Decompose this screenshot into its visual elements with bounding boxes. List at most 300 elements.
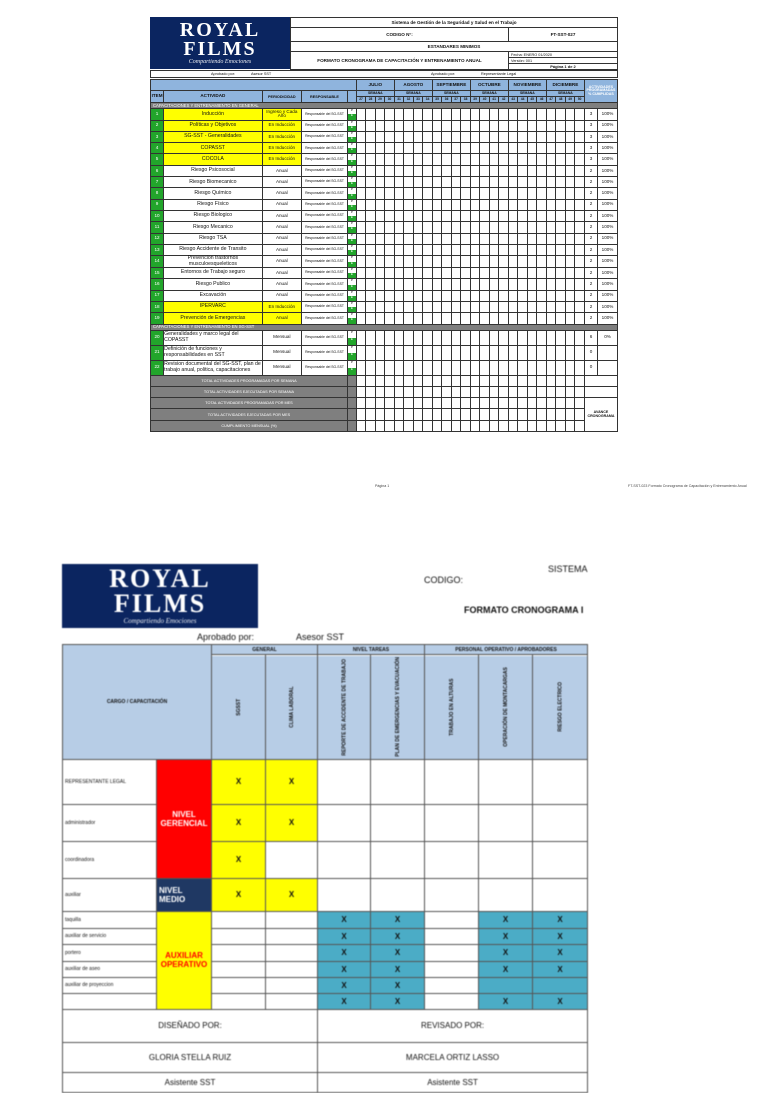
week-num: 40 (480, 97, 490, 103)
col-head-cargo: CARGO / CAPACITACIÓN (63, 645, 212, 760)
week-cell (461, 330, 471, 345)
activity-responsible: Responsable del SG-SST (302, 199, 348, 210)
week-cell (451, 143, 461, 154)
week-cell (575, 345, 585, 360)
week-cell (518, 290, 528, 301)
total-cell (556, 420, 566, 431)
activity-percent: 0% (598, 330, 618, 345)
code-label: CODIGO N°: (291, 28, 509, 42)
total-row (151, 386, 618, 397)
week-cell (556, 188, 566, 199)
week-cell (499, 131, 509, 142)
week-cell (413, 290, 423, 301)
week-cell (366, 330, 376, 345)
total-cell (451, 409, 461, 420)
activity-row (151, 290, 618, 301)
week-cell (385, 199, 395, 210)
week-num: 46 (537, 97, 547, 103)
week-cell (575, 177, 585, 188)
week-cell (489, 244, 499, 255)
week-cell (565, 131, 575, 142)
p-e-marker: P E (347, 313, 356, 324)
week-cell (404, 279, 414, 290)
training-mark: X (479, 961, 533, 977)
week-cell (508, 268, 518, 279)
week-cell (385, 109, 395, 120)
item-number: 17 (151, 290, 164, 301)
week-cell (565, 143, 575, 154)
activity-name: Riesgo Físico (164, 199, 263, 210)
week-cell (565, 301, 575, 312)
total-cell (375, 420, 385, 431)
week-cell (385, 120, 395, 131)
total-cell (432, 409, 442, 420)
week-cell (556, 268, 566, 279)
week-num: 33 (413, 97, 423, 103)
week-cell (413, 279, 423, 290)
week-cell (489, 360, 499, 375)
role-name (63, 993, 157, 1009)
total-cell (356, 420, 366, 431)
week-cell (508, 131, 518, 142)
week-cell (451, 199, 461, 210)
total-cell (413, 420, 423, 431)
week-cell (480, 301, 490, 312)
week-cell (451, 345, 461, 360)
week-cell (404, 313, 414, 324)
week-cell (423, 109, 433, 120)
total-row (151, 420, 618, 431)
section-sgsst: CAPACITACIONES Y ENTRENAMIENTO EN SG-SST (151, 324, 618, 330)
week-cell (366, 154, 376, 165)
week-cell (442, 268, 452, 279)
training-mark: X (479, 993, 533, 1009)
training-empty (533, 804, 588, 841)
blank-head (151, 80, 357, 91)
week-cell (394, 177, 404, 188)
week-cell (575, 233, 585, 244)
week-cell (356, 188, 366, 199)
training-empty (533, 841, 588, 878)
training-empty (266, 928, 318, 944)
week-cell (508, 233, 518, 244)
week-cell (518, 177, 528, 188)
total-cell (385, 398, 395, 409)
month-3: OCTUBRE (470, 80, 508, 91)
training-col-5: OPERACIÓN DE MONTACARGAS (479, 655, 533, 760)
week-cell (470, 188, 480, 199)
week-cell (518, 131, 528, 142)
week-cell (375, 177, 385, 188)
item-number: 21 (151, 345, 164, 360)
week-cell (518, 143, 528, 154)
training-mark: X (371, 977, 425, 993)
total-cell (489, 420, 499, 431)
week-cell (527, 256, 537, 268)
week-cell (527, 279, 537, 290)
week-num: 48 (556, 97, 566, 103)
week-cell (499, 165, 509, 176)
activity-row (151, 188, 618, 199)
week-cell (489, 120, 499, 131)
approved-by-value: Asesor SST (251, 72, 272, 76)
week-cell (413, 109, 423, 120)
week-cell (461, 345, 471, 360)
item-number: 22 (151, 360, 164, 375)
p-e-marker: P E (347, 268, 356, 279)
week-cell (375, 131, 385, 142)
code-value: FT-SST-027 (509, 28, 618, 42)
item-number: 6 (151, 165, 164, 176)
week-cell (508, 199, 518, 210)
week-cell (404, 345, 414, 360)
training-empty (479, 977, 533, 993)
week-cell (451, 120, 461, 131)
week-cell (413, 313, 423, 324)
activity-count: 2 (584, 210, 597, 221)
week-cell (375, 165, 385, 176)
week-cell (366, 279, 376, 290)
p-e-marker: P E (347, 233, 356, 244)
activity-count: 2 (584, 290, 597, 301)
week-cell (423, 279, 433, 290)
week-cell (480, 360, 490, 375)
week-cell (356, 279, 366, 290)
training-empty (425, 977, 479, 993)
total-cell (432, 375, 442, 386)
total-cell (575, 386, 585, 397)
total-cell (565, 386, 575, 397)
total-cell (499, 420, 509, 431)
week-cell (527, 199, 537, 210)
week-cell (527, 210, 537, 221)
week-cell (470, 290, 480, 301)
week-cell (565, 244, 575, 255)
training-mark: X (318, 911, 371, 928)
week-num: 29 (375, 97, 385, 103)
training-empty (425, 961, 479, 977)
p-e-marker: P E (347, 199, 356, 210)
activity-count: 6 (584, 330, 597, 345)
total-cell (413, 375, 423, 386)
week-cell (432, 222, 442, 233)
activity-percent: 100% (598, 120, 618, 131)
week-cell (508, 279, 518, 290)
week-cell (546, 330, 556, 345)
week-cell (404, 290, 414, 301)
week-cell (461, 165, 471, 176)
week-num: 50 (575, 97, 585, 103)
training-empty (318, 841, 371, 878)
week-cell (575, 244, 585, 255)
month-4: NOVIEMBRE (508, 80, 546, 91)
training-empty (425, 993, 479, 1009)
week-cell (546, 154, 556, 165)
week-cell (556, 109, 566, 120)
activity-name: Riesgo Publico (164, 279, 263, 290)
total-cell (442, 375, 452, 386)
activity-row (151, 313, 618, 324)
training-empty (212, 977, 266, 993)
role-row (63, 961, 588, 977)
week-cell (432, 177, 442, 188)
total-cell (432, 398, 442, 409)
week-cell (423, 345, 433, 360)
approved-value-2: Asesor SST (296, 632, 345, 642)
week-cell (556, 199, 566, 210)
training-mark: X (371, 993, 425, 1009)
week-cell (356, 233, 366, 244)
activity-percent: 100% (598, 199, 618, 210)
activity-name: Riesgo TSA (164, 233, 263, 244)
week-cell (508, 345, 518, 360)
week-cell (451, 177, 461, 188)
week-cell (480, 131, 490, 142)
week-cell (385, 188, 395, 199)
week-cell (404, 131, 414, 142)
week-cell (394, 290, 404, 301)
week-cell (470, 360, 480, 375)
week-cell (499, 256, 509, 268)
week-cell (375, 256, 385, 268)
week-cell (461, 222, 471, 233)
week-cell (575, 290, 585, 301)
week-cell (546, 244, 556, 255)
total-cell (404, 375, 414, 386)
week-cell (451, 109, 461, 120)
week-cell (480, 165, 490, 176)
week-cell (546, 301, 556, 312)
week-cell (565, 210, 575, 221)
month-5: DICIEMBRE (546, 80, 584, 91)
training-empty (266, 911, 318, 928)
activity-frequency: Anual (262, 290, 301, 301)
week-cell (366, 143, 376, 154)
week-cell (461, 210, 471, 221)
week-cell (394, 301, 404, 312)
week-cell (470, 279, 480, 290)
week-cell (480, 313, 490, 324)
week-cell (546, 188, 556, 199)
week-cell (470, 233, 480, 244)
week-cell (356, 256, 366, 268)
total-cell (413, 398, 423, 409)
week-cell (546, 233, 556, 244)
week-cell (442, 143, 452, 154)
week-cell (575, 279, 585, 290)
training-mark: X (212, 878, 266, 911)
activity-frequency: Anual (262, 313, 301, 324)
item-number: 19 (151, 313, 164, 324)
activity-percent: 100% (598, 313, 618, 324)
week-cell (527, 154, 537, 165)
week-cell (413, 330, 423, 345)
total-cell (442, 420, 452, 431)
week-cell (470, 313, 480, 324)
total-end (584, 386, 617, 397)
version-label: Versión: (511, 58, 525, 63)
week-cell (366, 313, 376, 324)
week-cell (423, 313, 433, 324)
total-cell (518, 420, 528, 431)
total-cell (375, 375, 385, 386)
activity-name: Riesgo Mecanico (164, 222, 263, 233)
total-label: TOTAL ACTIVIDADES PROGRAMADAS POR MES (151, 398, 348, 409)
week-cell (556, 345, 566, 360)
total-cell (451, 420, 461, 431)
activity-percent: 100% (598, 210, 618, 221)
standards-title: ESTANDARES MINIMOS (291, 42, 618, 52)
total-cell (404, 398, 414, 409)
activity-name: Prevención de Emergencias (164, 313, 263, 324)
week-cell (565, 199, 575, 210)
week-cell (537, 268, 547, 279)
total-cell (385, 386, 395, 397)
week-cell (537, 165, 547, 176)
week-cell (575, 313, 585, 324)
week-cell (537, 279, 547, 290)
week-cell (489, 345, 499, 360)
week-cell (442, 199, 452, 210)
total-cell (556, 375, 566, 386)
week-cell (537, 222, 547, 233)
week-cell (527, 233, 537, 244)
p-e-marker: P E (347, 154, 356, 165)
activity-count: 2 (584, 188, 597, 199)
week-cell (375, 188, 385, 199)
total-cell (470, 409, 480, 420)
week-cell (394, 131, 404, 142)
activity-name: COPASST (164, 143, 263, 154)
total-cell (480, 409, 490, 420)
week-cell (499, 233, 509, 244)
level-operativo: AUXILIAR OPERATIVO (157, 911, 212, 1009)
week-cell (432, 120, 442, 131)
month-2: SEPTIEMBRE (432, 80, 470, 91)
week-cell (499, 177, 509, 188)
week-cell (385, 313, 395, 324)
total-cell (508, 398, 518, 409)
week-cell (404, 222, 414, 233)
activity-responsible: Responsable del SG-SST (302, 360, 348, 375)
week-cell (423, 188, 433, 199)
logo-line1: ROYAL (179, 19, 261, 41)
week-cell (565, 165, 575, 176)
week-cell (404, 177, 414, 188)
activity-name: Prevencion trastornos musculoesqueleticos (164, 256, 263, 268)
week-cell (366, 256, 376, 268)
total-cell (546, 420, 556, 431)
total-cell (404, 409, 414, 420)
format-title: FORMATO CRONOGRAMA DE CAPACITACIÓN Y ENTRENAMIENTO ANUAL (291, 52, 509, 70)
week-cell (423, 165, 433, 176)
role-row (63, 911, 588, 928)
week-cell (556, 244, 566, 255)
total-cell (556, 386, 566, 397)
week-cell (518, 165, 528, 176)
week-cell (499, 301, 509, 312)
week-cell (356, 109, 366, 120)
week-cell (527, 244, 537, 255)
week-cell (394, 120, 404, 131)
total-cell (470, 386, 480, 397)
month-1: AGOSTO (394, 80, 432, 91)
week-cell (556, 154, 566, 165)
activity-row (151, 244, 618, 255)
week-cell (404, 330, 414, 345)
week-cell (470, 120, 480, 131)
week-cell (375, 210, 385, 221)
total-cell (470, 420, 480, 431)
total-end (584, 375, 617, 386)
footer-doc: FT-SST-023 Formato Cronograma de Capacitación y Entrenamiento Anual (628, 484, 747, 488)
week-cell (451, 360, 461, 375)
activity-percent: 100% (598, 222, 618, 233)
training-empty (479, 878, 533, 911)
week-cell (423, 233, 433, 244)
week-cell (375, 301, 385, 312)
activity-percent: 100% (598, 233, 618, 244)
week-cell (442, 222, 452, 233)
royal-films-logo-2 (62, 564, 258, 628)
week-cell (423, 120, 433, 131)
week-cell (394, 210, 404, 221)
activity-responsible: Responsable del SG-SST (302, 210, 348, 221)
total-cell (366, 398, 376, 409)
week-cell (537, 256, 547, 268)
week-cell (565, 256, 575, 268)
week-cell (432, 256, 442, 268)
week-cell (480, 268, 490, 279)
week-cell (489, 330, 499, 345)
training-empty (425, 878, 479, 911)
week-cell (499, 143, 509, 154)
week-cell (375, 279, 385, 290)
week-cell (394, 233, 404, 244)
week-cell (499, 154, 509, 165)
week-cell (423, 222, 433, 233)
total-cell (480, 386, 490, 397)
training-mark: X (479, 944, 533, 961)
activity-count: 2 (584, 301, 597, 312)
week-cell (480, 210, 490, 221)
total-cell (546, 375, 556, 386)
week-cell (480, 143, 490, 154)
week-num: 39 (470, 97, 480, 103)
week-cell (470, 222, 480, 233)
week-cell (423, 131, 433, 142)
kpi-head: ACTIVIDADES PROGRAMADAS % CUMPLIDAS (584, 80, 617, 103)
item-number: 12 (151, 233, 164, 244)
week-cell (432, 290, 442, 301)
total-cell (489, 386, 499, 397)
week-cell (470, 330, 480, 345)
week-cell (442, 131, 452, 142)
activity-responsible: Responsable del SG-SST (302, 120, 348, 131)
total-cell (499, 386, 509, 397)
training-col-1: CLIMA LABORAL (266, 655, 318, 760)
week-cell (366, 109, 376, 120)
week-cell (385, 290, 395, 301)
total-cell (461, 375, 471, 386)
total-cell (480, 420, 490, 431)
week-cell (508, 222, 518, 233)
week-cell (537, 131, 547, 142)
training-col-4: TRABAJO EN ALTURAS (425, 655, 479, 760)
week-cell (413, 268, 423, 279)
week-cell (499, 345, 509, 360)
total-cell (508, 375, 518, 386)
